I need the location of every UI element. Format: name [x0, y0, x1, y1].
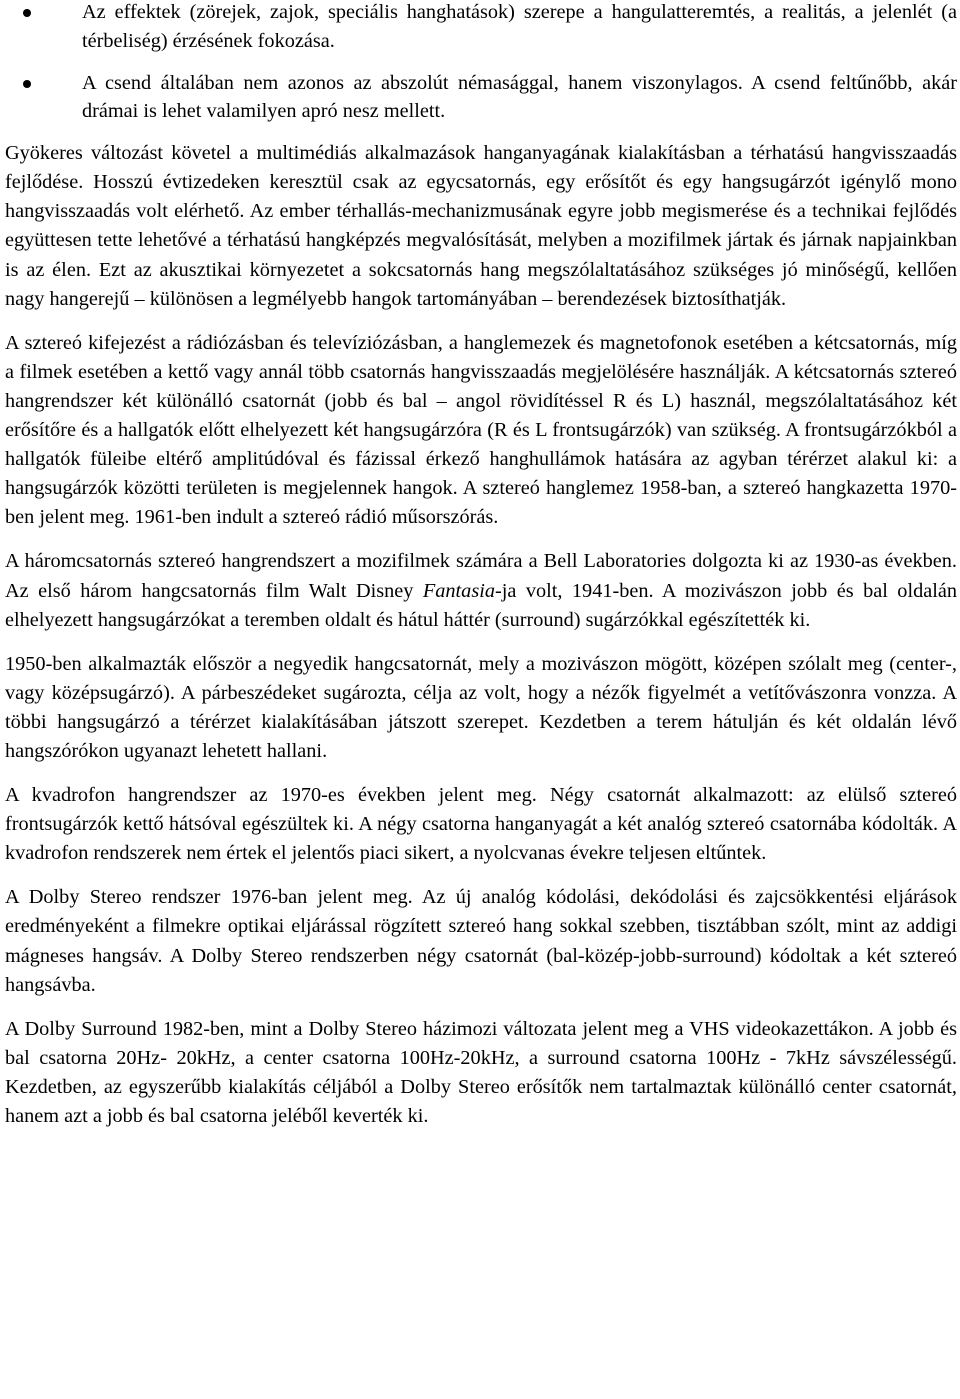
- paragraph-three-channel-text-b: -ja volt, 1941-ben. A mozivászon jobb és bal oldalán elhelyezett hangsugárzókat a teremben oldalt és hátul háttér (surround) sugárzókkal egészítették ki.: [5, 579, 958, 631]
- paragraph-spatial-sound: Gyökeres változást követel a multimédiás alkalmazások hanganyagának kialakításban a térhatású hangvisszaadás fejlődése. Hosszú évtizedeken keresztül csak az egycsatornás, egy erősítőt és egy hangsugárzót igénylő mono hangvisszaadás volt elérhető. Az ember térhallás-mechanizmusának egyre jobb megismerése és a technikai fejlődés együttesen tette lehetővé a térhatású hangképzés megvalósítását, melyben a mozifilmek jártak és járnak napjainkban is az élen. Ezt az akusztikai környezetet a sokcsatornás hang megszólaltatásához szükséges jó minőségű, kellően nagy hangerejű – különösen a legmélyebb hangok tartományában – berendezések biztosíthatják.: [5, 142, 957, 310]
- document-page: [5, 0, 957, 1146]
- paragraph-three-channel-text-a: A háromcsatornás sztereó hangrendszert a mozifilmek számára a Bell Laboratories dolgozta ki az 1930-as években. Az első három hangcsatornás film Walt Disney: [5, 550, 957, 602]
- paragraph-three-channel: [5, 547, 957, 634]
- paragraph-quadrophonic: A kvadrofon hangrendszer az 1970-es években jelent meg. Négy csatornát alkalmazott: az elülső sztereó frontsugárzók kettő hátsóval egészültek ki. A négy csatorna hanganyagát a két analóg sztereó csatornába kódolták. A kvadrofon rendszerek nem értek el jelentős piaci sikert, a nyolcvanas évekre teljesen eltűntek.: [5, 784, 957, 865]
- paragraph-dolby-stereo: A Dolby Stereo rendszer 1976-ban jelent meg. Az új analóg kódolási, dekódolási és zajcsökkentési eljárások eredményeként a filmekre optikai eljárással rögzített sztereó hang sokkal szebben, tisztábban szólt, mint az addigi mágneses hangsáv. A Dolby Stereo rendszerben négy csatornát (bal-közép-jobb-surround) kódoltak a két sztereó hangsávba.: [5, 886, 957, 996]
- bullet-item-silence: A csend általában nem azonos az abszolút némasággal, hanem viszonylagos. A csend feltűnőbb, akár drámai is lehet valamilyen apró nesz mellett.: [5, 69, 957, 127]
- bullet-list: [5, 0, 957, 126]
- paragraph-stereo: A sztereó kifejezést a rádiózásban és televíziózásban, a hanglemezek és magnetofonok esetében a kétcsatornás, míg a filmek esetében a kettő vagy annál több csatornás hangvisszaadás megjelölésére használják. A kétcsatornás sztereó hangrendszer két különálló csatornát (jobb és bal – angol rövidítéssel R és L) használ, megszólaltatásához két erősítőre és a hallgatók előtt elhelyezett két hangsugárzóra (R és L frontsugárzók) van szükség. A frontsugárzókból a hallgatók füleibe eltérő amplitúdóval és fázissal érkező hanghullámok hatására az agyban térérzet alakul ki: a hangsugárzók közötti területen is megjelennek hangok. A sztereó hanglemez 1958-ban, a sztereó hangkazetta 1970-ben jelent meg. 1961-ben indult a sztereó rádió műsorszórás.: [5, 331, 957, 529]
- film-title-fantasia: Fantasia: [422, 579, 495, 602]
- paragraph-center-channel: 1950-ben alkalmazták először a negyedik hangcsatornát, mely a mozivászon mögött, középen szólalt meg (center-, vagy középsugárzó). A párbeszédeket sugározta, célja az volt, hogy a nézők figyelmét a vetítővászonra vonzza. A többi hangsugárzó a térérzet kialakításában játszott szerepet. Kezdetben a terem hátulján és két oldalán lévő hangszórókon ugyanazt lehetett hallani.: [5, 652, 957, 762]
- bullet-item-effects: Az effektek (zörejek, zajok, speciális hanghatások) szerepe a hangulatteremtés, a realitás, a jelenlét (a térbeliség) érzésének fokozása.: [5, 0, 957, 56]
- paragraph-dolby-surround: A Dolby Surround 1982-ben, mint a Dolby Stereo házimozi változata jelent meg a VHS videokazettákon. A jobb és bal csatorna 20Hz- 20kHz, a center csatorna 100Hz-20kHz, a surround csatorna 100Hz - 7kHz sávszélességű. Kezdetben, az egyszerűbb kialakítás céljából a Dolby Stereo erősítők nem tartalmaztak különálló center csatornát, hanem azt a jobb és bal csatorna jeléből keverték ki.: [5, 1017, 957, 1127]
